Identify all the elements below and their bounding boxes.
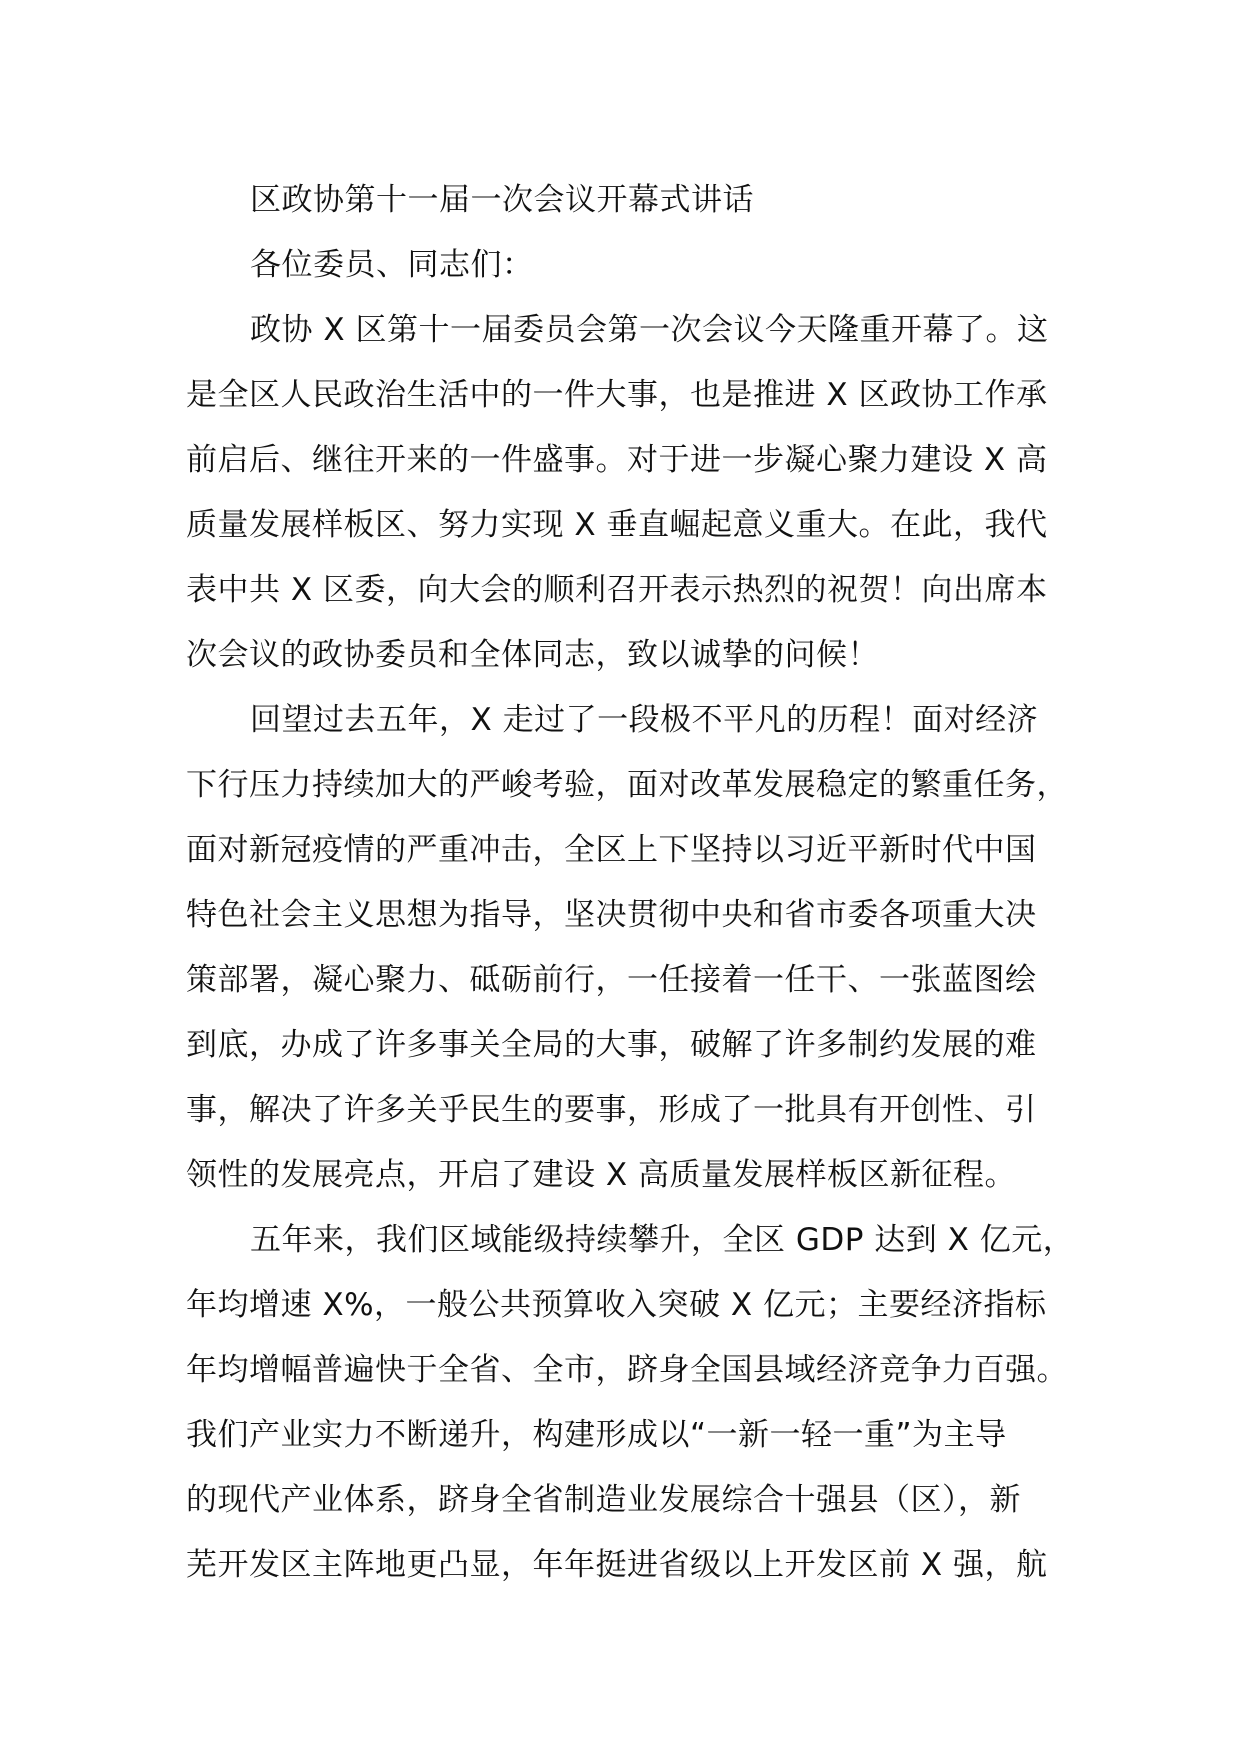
paragraph-line: 五年来，我们区域能级持续攀升，全区 GDP 达到 X 亿元， [250,1222,1075,1258]
paragraph-line: 到底，办成了许多事关全局的大事，破解了许多制约发展的难 [186,1027,1037,1063]
paragraph-line: 年均增幅普遍快于全省、全市，跻身全国县域经济竞争力百强。 [186,1352,1068,1388]
paragraph-line: 芜开发区主阵地更凸显，年年挺进省级以上开发区前 X 强，航 [186,1547,1048,1583]
paragraph-line: 政协 X 区第十一届委员会第一次会议今天隆重开幕了。这 [250,312,1049,348]
paragraph-line: 我们产业实力不断递升，构建形成以“一新一轻一重”为主导 [186,1417,1007,1453]
document-body [186,168,1075,1598]
paragraph-line: 面对新冠疫情的严重冲击，全区上下坚持以习近平新时代中国 [186,832,1037,868]
paragraph-line: 年均增速 X%，一般公共预算收入突破 X 亿元；主要经济指标 [186,1287,1047,1323]
paragraph-line: 前启后、继往开来的一件盛事。对于进一步凝心聚力建设 X 高 [186,442,1048,478]
paragraph-line: 的现代产业体系，跻身全省制造业发展综合十强县（区），新 [186,1482,1021,1518]
paragraph-line: 领性的发展亮点，开启了建设 X 高质量发展样板区新征程。 [186,1157,1016,1193]
paragraph-line: 表中共 X 区委，向大会的顺利召开表示热烈的祝贺！向出席本 [186,572,1048,608]
document-title: 区政协第十一届一次会议开幕式讲话 [250,182,754,218]
salutation: 各位委员、同志们： [250,247,534,283]
paragraph-line: 特色社会主义思想为指导，坚决贯彻中央和省市委各项重大决 [186,897,1037,933]
paragraph-line: 次会议的政协委员和全体同志，致以诚挚的问候！ [186,637,879,673]
paragraph-line: 是全区人民政治生活中的一件大事，也是推进 X 区政协工作承 [186,377,1048,413]
paragraph-line: 回望过去五年，X 走过了一段极不平凡的历程！面对经济 [250,702,1039,738]
paragraph-line: 下行压力持续加大的严峻考验，面对改革发展稳定的繁重任务， [186,767,1068,803]
paragraph-line: 质量发展样板区、努力实现 X 垂直崛起意义重大。在此，我代 [186,507,1048,543]
paragraph-line: 事，解决了许多关乎民生的要事，形成了一批具有开创性、引 [186,1092,1037,1128]
paragraph-line: 策部署，凝心聚力、砥砺前行，一任接着一任干、一张蓝图绘 [186,962,1037,998]
